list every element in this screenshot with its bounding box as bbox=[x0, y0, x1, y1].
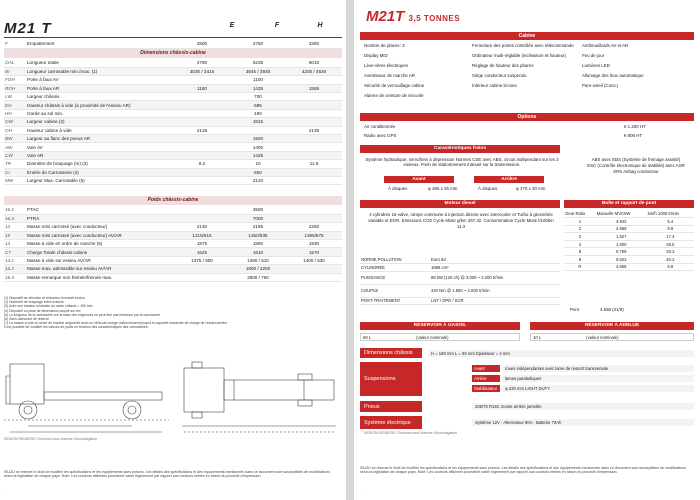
cabine-header: Cabine bbox=[360, 32, 694, 40]
spec-code: 16.3 bbox=[4, 273, 26, 281]
value-f: 1610 bbox=[230, 248, 286, 256]
value-f: 1435 bbox=[230, 84, 286, 92]
spec-code: 14.1 bbox=[4, 256, 26, 264]
gear-cell: 40.2 bbox=[647, 256, 694, 264]
reservoir-gasoil-header: RÉSERVOIR À GASOIL bbox=[360, 322, 520, 330]
engine-key: CYLINDRÉE bbox=[360, 264, 430, 272]
gasoil-value: 68 L bbox=[363, 335, 371, 340]
model-title-right bbox=[366, 8, 460, 25]
freins-ar-label: Arrière bbox=[474, 176, 544, 183]
spec-label: Masse à vide en ordre de marche (6) bbox=[26, 240, 174, 248]
gear-cell: 9.9 bbox=[647, 225, 694, 233]
spec-code: 15 bbox=[4, 231, 26, 239]
spec-row bbox=[4, 126, 342, 134]
spec-row bbox=[4, 223, 342, 231]
option-name: Radio avec GPS bbox=[364, 133, 397, 138]
spec-code: 14 bbox=[4, 240, 26, 248]
spec-label: Hauteur cabine à vide bbox=[26, 126, 174, 134]
spec-code: OW bbox=[4, 118, 26, 126]
value-h bbox=[286, 109, 342, 117]
cabine-item: Feu de jour bbox=[582, 53, 605, 58]
susp-value: φ 220 mm LIGHT DUTY bbox=[502, 385, 694, 392]
value-h: 4205 / 4530 bbox=[286, 67, 342, 75]
value-e: 3030 / 3415 bbox=[174, 67, 230, 75]
spec-code: F bbox=[4, 40, 26, 48]
engine-value: 88 kW (120 ch) @ 3.000 ~ 3.200 tr/min bbox=[430, 271, 560, 284]
spec-label: Voie AV bbox=[26, 143, 174, 151]
footnotes bbox=[4, 296, 342, 330]
gear-cell: 2.669 bbox=[596, 225, 647, 233]
value-e: 1375 / 500 bbox=[174, 256, 230, 264]
value-h bbox=[286, 93, 342, 101]
gear-header-row bbox=[564, 210, 694, 218]
value-f: 1100 bbox=[230, 76, 286, 84]
spec-row bbox=[4, 76, 342, 84]
value-f: 700 bbox=[230, 93, 286, 101]
value-f: 1800 / 2200 bbox=[230, 265, 286, 273]
value-f: 650 bbox=[230, 168, 286, 176]
electric-label: Système électrique bbox=[360, 416, 422, 429]
cabine-item: Réglage de hauteur des phares bbox=[472, 63, 534, 68]
gear-cell: 1.000 bbox=[596, 240, 647, 248]
value-h: 3360 bbox=[286, 40, 342, 48]
page-marker-left: · bbox=[4, 491, 6, 496]
cabine-item: Siège conducteur suspendu bbox=[472, 73, 527, 78]
gear-row bbox=[564, 263, 694, 271]
value-h: 2135 bbox=[286, 126, 342, 134]
value-h: 6015 bbox=[286, 59, 342, 67]
engine-row bbox=[360, 271, 560, 284]
model-name: M21T bbox=[366, 8, 405, 25]
footnote: (5) La longueur de la carrosserie sur la base des exigences ne peut être pas influencé par la carrosserie bbox=[4, 312, 161, 317]
engine-key: COUPLE bbox=[360, 284, 430, 297]
drawing-credit-right: DESIGN RENDERS: Données sous réserve d'homologation bbox=[364, 431, 458, 435]
spec-code: 16.1 bbox=[4, 206, 26, 214]
dimensions-table bbox=[4, 59, 342, 185]
chassis-label: Dimensions châssis bbox=[360, 348, 422, 358]
value-f: 3500 / 750 bbox=[230, 273, 286, 281]
value-h: 1555 bbox=[286, 84, 342, 92]
spec-row bbox=[4, 109, 342, 117]
value-e bbox=[174, 168, 230, 176]
boite-header: Boîte et rapport de pont bbox=[564, 200, 694, 208]
right-page bbox=[354, 0, 700, 500]
gear-cell: 3 bbox=[564, 233, 596, 241]
gear-cell: 33.3 bbox=[647, 248, 694, 256]
susp-value: roues indépendantes avec lame de ressort transversale bbox=[502, 365, 694, 372]
spec-row bbox=[4, 84, 342, 92]
freins-av-size: φ 265 x 35 mm bbox=[428, 186, 458, 191]
freins-safety-item: ESC (Contrôle électronique de stabilité) avec ASR bbox=[587, 163, 685, 168]
spec-code: OH bbox=[4, 126, 26, 134]
engine-value: 320 Nm @ 1.600 ~ 2.000 tr/min bbox=[430, 284, 560, 297]
value-h: 11.9 bbox=[286, 160, 342, 168]
option-price: € 805 HT bbox=[624, 133, 643, 138]
value-e bbox=[174, 135, 230, 143]
value-f: 1350/835 bbox=[230, 231, 286, 239]
value-e bbox=[174, 273, 230, 281]
gear-cell: 5.4 bbox=[647, 218, 694, 226]
spec-label: Entrée de Carrosserie (4) bbox=[26, 168, 174, 176]
value-e bbox=[174, 265, 230, 273]
value-e bbox=[174, 206, 230, 214]
spec-label: Charge Totale châssis-cabine bbox=[26, 248, 174, 256]
spec-code: CW bbox=[4, 151, 26, 159]
spec-code: W bbox=[4, 67, 26, 75]
value-e: 2130 bbox=[174, 223, 230, 231]
spec-code: AW bbox=[4, 143, 26, 151]
spec-row bbox=[4, 40, 342, 48]
spec-row bbox=[4, 176, 342, 184]
spec-code: 13 bbox=[4, 223, 26, 231]
spec-label: Longueur carrosable min./max. (1) bbox=[26, 67, 174, 75]
gear-cell: 0.756 bbox=[596, 248, 647, 256]
engine-key: NORME POLLUTION bbox=[360, 256, 430, 264]
engine-row bbox=[360, 256, 560, 264]
spec-row bbox=[4, 214, 342, 222]
cabine-item: Intérieur cabine bi-tons bbox=[472, 83, 517, 88]
cabine-item: Allumage des feux automatique bbox=[582, 73, 644, 78]
cabine-item: Sécurité de verrouillage cabine bbox=[364, 83, 425, 88]
footnote: (2) Diamètre de braquage entre trottoirs bbox=[4, 300, 64, 305]
value-h bbox=[286, 214, 342, 222]
moteur-description: 4 cylindres 16-valve, rampe commune à injection directe avec intercooler et Turbo à géométrie variable et EGR. Emissions CO2 Cycle Mixte g/km 297.32. Consommation Cycle Mixte l/100km 11.3 bbox=[368, 212, 554, 229]
spec-label: PTAC bbox=[26, 206, 174, 214]
value-e bbox=[174, 118, 230, 126]
engine-key: PUISSANCE bbox=[360, 271, 430, 284]
gear-cell: 4.556 bbox=[596, 263, 647, 271]
reservoir-adblue-header: RÉSERVOIR À ADBLUE bbox=[530, 322, 694, 330]
cabine-item: Display MID bbox=[364, 53, 388, 58]
cabine-item: Avertisseur de marche AR bbox=[364, 73, 415, 78]
gear-cell: 5.8 bbox=[647, 263, 694, 271]
spec-label: Longueur totale bbox=[26, 59, 174, 67]
value-e bbox=[174, 101, 230, 109]
value-e: 1625 bbox=[174, 248, 230, 256]
spec-label: Porte à faux AV bbox=[26, 76, 174, 84]
gear-cell: 1.527 bbox=[596, 233, 647, 241]
susp-key: Avant bbox=[472, 365, 500, 372]
freins-av-type: À disques bbox=[388, 186, 408, 191]
column-h: H bbox=[317, 22, 323, 29]
spec-code: FOH bbox=[4, 76, 26, 84]
spec-code: EH bbox=[4, 101, 26, 109]
susp-value: lames paraboliques bbox=[502, 375, 694, 382]
value-f: 5235 bbox=[230, 59, 286, 67]
spec-row bbox=[4, 151, 342, 159]
footnote: (7) La masse à vide en ordre de marche augmente avec un véhicule chargé uniformément jusqu'à la capacité maximale de charge de l'essieu arrière bbox=[4, 321, 228, 326]
spec-row bbox=[4, 265, 342, 273]
spec-code: OAL bbox=[4, 59, 26, 67]
column-header bbox=[4, 22, 342, 36]
spec-row bbox=[4, 135, 342, 143]
value-h bbox=[286, 206, 342, 214]
spec-label: Diamètre de braquage (m) (3) bbox=[26, 160, 174, 168]
suspensions-label: Suspensions bbox=[360, 362, 422, 396]
value-e: 1180 bbox=[174, 84, 230, 92]
spec-code: CI bbox=[4, 168, 26, 176]
freins-av-label: Avant bbox=[384, 176, 454, 183]
value-f: 695 bbox=[230, 101, 286, 109]
freins-ar-type: À disques bbox=[478, 186, 498, 191]
gear-cell: 2 bbox=[564, 225, 596, 233]
value-f: 1425 bbox=[230, 151, 286, 159]
spec-code: MW bbox=[4, 176, 26, 184]
value-f: 1890 bbox=[230, 240, 286, 248]
gasoil-capacity bbox=[360, 333, 520, 341]
gear-cell: 26.5 bbox=[647, 240, 694, 248]
spec-row bbox=[4, 101, 342, 109]
gear-row bbox=[564, 225, 694, 233]
spec-code: BW bbox=[4, 135, 26, 143]
value-h bbox=[286, 101, 342, 109]
value-e: 4780 bbox=[174, 59, 230, 67]
value-h bbox=[286, 76, 342, 84]
susp-key: Arrière bbox=[472, 375, 500, 382]
weights-table bbox=[4, 206, 342, 282]
header-rule bbox=[4, 37, 342, 38]
spec-label: Garde au sol min. bbox=[26, 109, 174, 117]
gear-cell: 17.4 bbox=[647, 233, 694, 241]
gear-column-header: Manuelle MVC6W bbox=[596, 210, 647, 218]
spec-row bbox=[4, 256, 342, 264]
engine-row bbox=[360, 264, 560, 272]
value-e bbox=[174, 109, 230, 117]
spec-label: PTRA bbox=[26, 214, 174, 222]
value-h bbox=[286, 273, 342, 281]
options-header: Options bbox=[360, 113, 694, 121]
spec-label: Masse remorque non freinée/freinée max. bbox=[26, 273, 174, 281]
electric-value: Système 12V - Alternateur 90A - Batterie 70Ah bbox=[472, 419, 694, 426]
cabine-item: Lumières LED bbox=[582, 63, 610, 68]
spec-code: ROH bbox=[4, 84, 26, 92]
gear-cell: 4.942 bbox=[596, 218, 647, 226]
value-f: 3500 bbox=[230, 206, 286, 214]
adblue-value: 10 L bbox=[533, 335, 541, 340]
spec-row bbox=[4, 59, 342, 67]
footnote: (6) Sans carburant de réserve bbox=[4, 317, 50, 322]
legal-text-right: ISUZU se réserve le droit de modifier les spécifications et les équipements sans préavis. Les détails des spécifications et des équipements mentionnés dans ce document sont susceptibles de modifications selon la législation de chaque pays. Note: Les couleurs affichées pourraient varier légèrement par rapport aux couleurs réelles en raison du procédé d'impression. bbox=[360, 466, 687, 475]
value-h bbox=[286, 151, 342, 159]
spec-label: Largeur cabine (2) bbox=[26, 118, 174, 126]
spec-code: CT bbox=[4, 248, 26, 256]
legal-text-left: ISUZU se réserve le droit de modifier les spécifications et les équipements sans préavis. Les détails des spécifications et des équipements mentionnés dans ce document sont susceptibles de modifications selon la législation de chaque pays. Note: Les couleurs affichées pourraient varier légèrement par rapport aux couleurs réelles en raison du procédé d'impression. bbox=[4, 470, 331, 479]
model-title: M21 T bbox=[4, 20, 52, 37]
value-h bbox=[286, 176, 342, 184]
freins-safety-item: SRS Airbag conducteur bbox=[613, 169, 659, 174]
spec-label: Porte à faux AR bbox=[26, 84, 174, 92]
value-e: 2500 bbox=[174, 40, 230, 48]
value-h: 1400 / 530 bbox=[286, 256, 342, 264]
spec-code: HH bbox=[4, 109, 26, 117]
value-f: 1400 bbox=[230, 143, 286, 151]
engine-value: Euro 6d bbox=[430, 256, 560, 264]
pneus-label: Pneus bbox=[360, 401, 422, 412]
adblue-capacity bbox=[530, 333, 694, 341]
value-e bbox=[174, 214, 230, 222]
value-f: 1920 bbox=[230, 135, 286, 143]
cabine-item: Fermeture des portes contrôlée avec télécommande bbox=[472, 43, 574, 48]
value-f bbox=[230, 126, 286, 134]
engine-value: LNT / DPD / SCR bbox=[430, 297, 560, 305]
left-page bbox=[0, 0, 346, 500]
gear-row bbox=[564, 248, 694, 256]
drawing-credit: DESIGN RENDERS: Données sous réserve d'homologation bbox=[4, 437, 98, 441]
spec-label: Empattement bbox=[26, 40, 174, 48]
pont-value: 4.556 (41/9) bbox=[600, 307, 624, 312]
column-f: F bbox=[274, 22, 280, 29]
value-e bbox=[174, 151, 230, 159]
option-name: Air conditionnée bbox=[364, 124, 396, 129]
spec-row bbox=[4, 168, 342, 176]
spec-code: LW bbox=[4, 93, 26, 101]
gear-row bbox=[564, 218, 694, 226]
spec-label: Largeur châssis bbox=[26, 93, 174, 101]
value-h: 1570 bbox=[286, 248, 342, 256]
freins-safety bbox=[582, 157, 690, 175]
gear-cell: 1 bbox=[564, 218, 596, 226]
gear-column-header: Gear Ratio bbox=[564, 210, 596, 218]
value-f: 7000 bbox=[230, 214, 286, 222]
page-gutter bbox=[346, 0, 354, 500]
spec-row bbox=[4, 143, 342, 151]
value-h bbox=[286, 265, 342, 273]
value-f: 1380 / 510 bbox=[230, 256, 286, 264]
gear-cell: 0.623 bbox=[596, 256, 647, 264]
option-price: € 1.200 HT bbox=[624, 124, 646, 129]
spec-row bbox=[4, 273, 342, 281]
cabine-item: Nombre de places: 3 bbox=[364, 43, 405, 48]
gear-cell: R bbox=[564, 263, 596, 271]
value-h bbox=[286, 143, 342, 151]
truck-drawing bbox=[4, 346, 342, 436]
gear-row bbox=[564, 233, 694, 241]
gear-column-header: km/h 1000 tr/min bbox=[647, 210, 694, 218]
column-e: E bbox=[229, 22, 235, 29]
pont-label: Pont bbox=[570, 307, 580, 312]
value-e bbox=[174, 143, 230, 151]
page-marker-right: · bbox=[360, 491, 362, 496]
value-f: 2185 bbox=[230, 223, 286, 231]
adblue-note: (valeur nominale) bbox=[586, 335, 619, 340]
spec-row bbox=[4, 67, 342, 75]
value-e bbox=[174, 176, 230, 184]
value-h bbox=[286, 118, 342, 126]
spec-label: Largeur Max. Carrosable (5) bbox=[26, 176, 174, 184]
chassis-value: H = 180 mm L = 50 mm Épaisseur = 4 mm bbox=[428, 350, 694, 357]
value-f: 10 bbox=[230, 160, 286, 168]
spec-code: 16.2 bbox=[4, 265, 26, 273]
spec-label: Hauteur châssis à vide (à proximité de l'essieu AR) bbox=[26, 101, 174, 109]
footnote: (4) Dispositif ou prise de dimensions couple sur les bbox=[4, 308, 81, 313]
value-e bbox=[174, 76, 230, 84]
spec-row bbox=[4, 118, 342, 126]
tonnage: 3,5 TONNES bbox=[408, 14, 461, 23]
cabine-item: Lève-vitres électriques bbox=[364, 63, 408, 68]
spec-row bbox=[4, 160, 342, 168]
spec-row bbox=[4, 206, 342, 214]
value-e bbox=[174, 93, 230, 101]
gear-row bbox=[564, 256, 694, 264]
engine-row bbox=[360, 284, 560, 297]
spec-label: Largeur au flanc des pneus AR bbox=[26, 135, 174, 143]
spec-label: Voie AR bbox=[26, 151, 174, 159]
freins-ar-size: φ 275 x 30 mm bbox=[516, 186, 546, 191]
engine-row bbox=[360, 297, 560, 305]
gear-row bbox=[564, 240, 694, 248]
spec-row bbox=[4, 231, 342, 239]
spec-code: TR bbox=[4, 160, 26, 168]
moteur-header: Moteur diesel bbox=[360, 200, 560, 208]
value-f: 190 bbox=[230, 109, 286, 117]
pneus-value: 205/70 R15C monte arrière jumelée bbox=[472, 403, 694, 410]
value-h: 1385/875 bbox=[286, 231, 342, 239]
value-e: 9.2 bbox=[174, 160, 230, 168]
value-f: 3545 / 3930 bbox=[230, 67, 286, 75]
gear-ratio-table bbox=[564, 210, 694, 271]
spec-label: Masse mini carrossé (avec conducteur) bbox=[26, 223, 174, 231]
spec-row bbox=[4, 93, 342, 101]
spec-label: Masse à vide sur essieu AV/AR bbox=[26, 256, 174, 264]
value-f: 2750 bbox=[230, 40, 286, 48]
value-h: 2260 bbox=[286, 223, 342, 231]
value-h bbox=[286, 168, 342, 176]
value-f: 1815 bbox=[230, 118, 286, 126]
footnote: (3) Avec une hauteur minimale du cadre châssis = 150 mm bbox=[4, 304, 93, 309]
cabine-item: Antibrouillards AV et AR bbox=[582, 43, 629, 48]
freins-safety-item: ABS avec EBS (Système de freinage assisté) bbox=[591, 157, 681, 162]
wheelbase-table bbox=[4, 40, 342, 49]
engine-specs-table bbox=[360, 256, 560, 305]
spec-code: 16.4 bbox=[4, 214, 26, 222]
gasoil-note: (valeur nominale) bbox=[416, 335, 449, 340]
cabine-item: Alarme de ceinture de sécurité bbox=[364, 93, 424, 98]
cabine-item: Pare-soleil (Cons.) bbox=[582, 83, 619, 88]
section-dimensions: Dimensions châssis-cabine bbox=[4, 49, 342, 58]
value-h: 1930 bbox=[286, 240, 342, 248]
gear-cell: 5 bbox=[564, 248, 596, 256]
gear-cell: 6 bbox=[564, 256, 596, 264]
spec-label: Masse mini carrossé (avec conducteur) AV/AR bbox=[26, 231, 174, 239]
footnote: (1) Dispositif de direction et réducteur éventuel exclus bbox=[4, 296, 85, 300]
value-e: 1315/815 bbox=[174, 231, 230, 239]
section-weights: Poids châssis-cabine bbox=[4, 196, 342, 205]
cabine-item: Ordinateur multi-réglable (inclinaison et hauteur) bbox=[472, 53, 566, 58]
engine-value: 1898 cm³ bbox=[430, 264, 560, 272]
engine-key: POST-TRAITEMENT bbox=[360, 297, 430, 305]
freins-description: Système hydraulique, servofrein à dépression Normes CSE avec ABS, circuit indépendant sur les 2 essieux. Frein de stationnement manuel sur la transmission. bbox=[365, 157, 559, 167]
footnote: Il est possible de modifier les valeurs de poids en fonction des caractéristiques des carrosseries. bbox=[4, 325, 149, 330]
gear-cell: 4 bbox=[564, 240, 596, 248]
value-h bbox=[286, 135, 342, 143]
value-f: 2120 bbox=[230, 176, 286, 184]
freins-header: Caractéristiques freins bbox=[360, 145, 560, 153]
spec-row bbox=[4, 240, 342, 248]
susp-key: Stabilisateur bbox=[472, 385, 500, 392]
spec-label: Masse max. admissible sur essieu AV/AR bbox=[26, 265, 174, 273]
value-e: 2125 bbox=[174, 126, 230, 134]
value-e: 1875 bbox=[174, 240, 230, 248]
spec-row bbox=[4, 248, 342, 256]
